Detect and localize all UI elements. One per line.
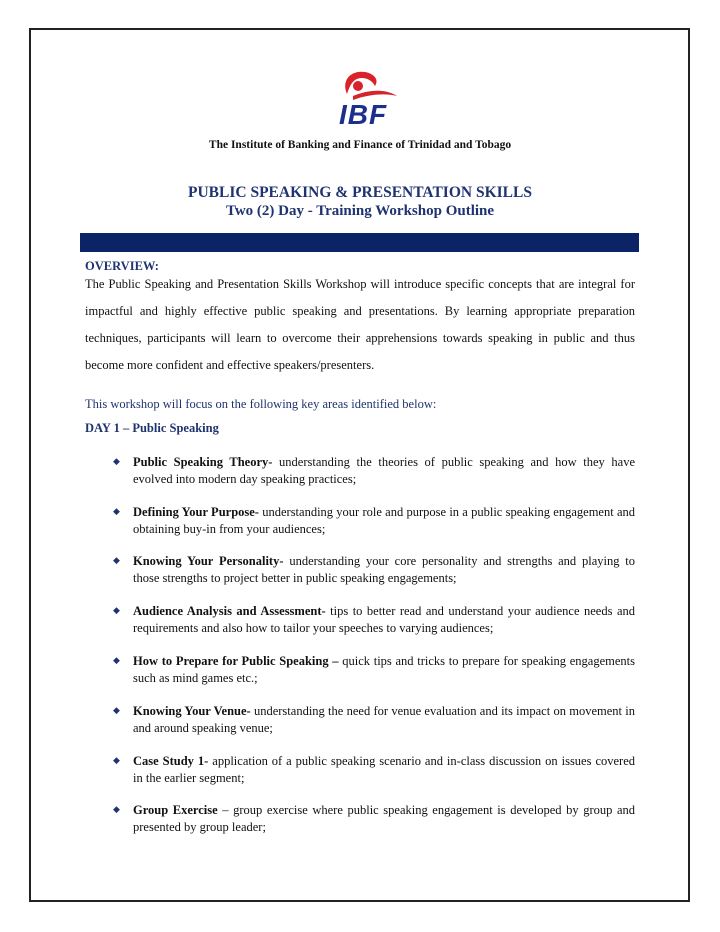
topic-title: Case Study 1- [133,754,209,768]
topic-description: understanding your role and purpose in a public speaking engagement and obtaining buy-in from your audiences; [133,505,635,536]
diamond-bullet-icon: ◆ [113,456,120,466]
diamond-bullet-icon: ◆ [113,705,120,715]
topic-title: How to Prepare for Public Speaking – [133,654,339,668]
day1-heading: DAY 1 – Public Speaking [85,421,219,435]
diamond-bullet-icon: ◆ [113,605,120,615]
overview-body: The Public Speaking and Presentation Skills Workshop will introduce specific concepts that are integral for impactful and highly effective public speaking and presentations. By learning appropriate preparation techniques, participants will learn to overcome their apprehensions towards speaking in public and thus become more confident and effective speakers/presenters. [85,277,635,372]
focus-intro: This workshop will focus on the following key areas identified below: [85,397,437,411]
topic-description: understanding the need for venue evaluation and its impact on movement in and around speaking venue; [133,704,635,735]
header-band [80,233,639,252]
document-subtitle: Two (2) Day - Training Workshop Outline [225,203,495,219]
topic-description: understanding your core personality and strengths and playing to those strengths to project better in public speaking engagements; [133,554,636,585]
logo-letters: IBF [339,99,388,128]
topic-title: Public Speaking Theory- [133,455,273,469]
topic-title: Audience Analysis and Assessment- [133,604,326,618]
diamond-bullet-icon: ◆ [113,804,120,814]
topic-description: – group exercise where public speaking engagement is developed by group and presented by group leader; [133,803,636,834]
diamond-bullet-icon: ◆ [113,655,120,665]
topic-description: tips to better read and understand your audience needs and requirements and also how to tailor your speeches to varying audiences; [133,604,636,635]
diamond-bullet-icon: ◆ [113,555,120,565]
topic-title: Defining Your Purpose- [133,505,259,519]
topic-description: understanding the theories of public speaking and how they have evolved into modern day speaking practices; [133,455,636,486]
topic-title: Knowing Your Personality- [133,554,284,568]
overview-heading: OVERVIEW: [85,259,159,273]
topic-title: Knowing Your Venue- [133,704,251,718]
diamond-bullet-icon: ◆ [113,755,120,765]
logo-dot [353,81,363,91]
institute-name: The Institute of Banking and Finance of Trinidad and Tobago [208,139,512,151]
topic-description: application of a public speaking scenario and in-class discussion on issues covered in the earlier segment; [133,754,635,785]
diamond-bullet-icon: ◆ [113,506,120,516]
topic-description: quick tips and tricks to prepare for speaking engagements such as mind games etc.; [133,654,635,685]
topic-title: Group Exercise [133,803,218,817]
ibf-logo [327,66,399,128]
document-title: PUBLIC SPEAKING & PRESENTATION SKILLS [188,184,532,201]
